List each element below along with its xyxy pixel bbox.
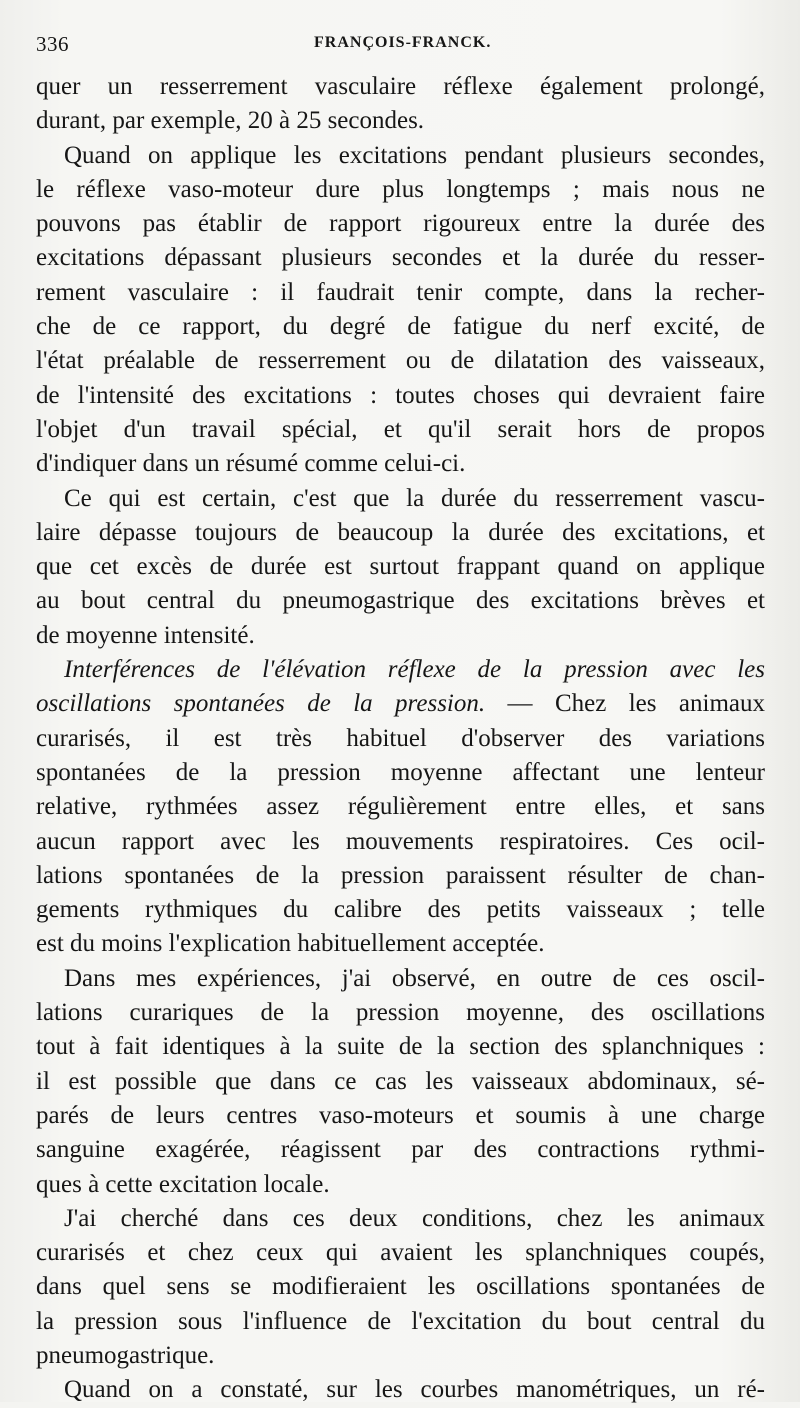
text-line: che de ce rapport, du degré de fatigue du nerf excité, de [36, 313, 765, 341]
text-line: d'indiquer dans un résumé comme celui-ci. [36, 450, 466, 478]
text-line: relative, rythmées assez régulièrement entre elles, et sans [36, 793, 765, 821]
text-line: excitations dépassant plusieurs secondes et la durée du resser- [36, 244, 765, 272]
page-number: 336 [36, 32, 69, 56]
text-line: est du moins l'explication habituellement acceptée. [36, 930, 545, 958]
text-line: durant, par exemple, 20 à 25 secondes. [36, 107, 425, 135]
text-line: gements rythmiques du calibre des petits vaisseaux ; telle [36, 896, 765, 924]
text-after-italic: — Chez les animaux [485, 690, 765, 718]
italic-heading-line [36, 653, 765, 687]
page-header [36, 28, 786, 60]
text-line: lations spontanées de la pression paraissent résulter de chan- [36, 861, 765, 889]
text-line: l'objet d'un travail spécial, et qu'il serait hors de propos [36, 415, 765, 443]
text-line: quer un resserrement vasculaire réflexe également prolongé, [36, 73, 765, 100]
text-line: au bout central du pneumogastrique des excitations brèves et [36, 587, 765, 615]
text-line: de moyenne intensité. [36, 621, 255, 649]
text-line: aucun rapport avec les mouvements respiratoires. Ces ocil- [36, 827, 765, 855]
text-line: pouvons pas établir de rapport rigoureux entre la durée des [36, 210, 765, 238]
body-text [36, 70, 765, 1408]
text-line: tout à fait identiques à la suite de la section des splanchniques : [36, 1033, 765, 1061]
text-line: rement vasculaire : il faudrait tenir compte, dans la recher- [36, 278, 765, 306]
text-line: J'ai cherché dans ces deux conditions, chez les animaux [64, 1204, 765, 1232]
text-line: laire dépasse toujours de beaucoup la durée des excitations, et [36, 518, 765, 546]
text-line [36, 687, 765, 721]
text-line: Quand on applique les excitations pendant plusieurs secondes, [64, 141, 765, 169]
running-head: FRANÇOIS-FRANCK. [314, 34, 492, 51]
text-line: il est possible que dans ce cas les vaisseaux abdominaux, sé- [36, 1067, 765, 1095]
text-line: dans quel sens se modifieraient les oscillations spontanées de [36, 1273, 765, 1301]
text-line: curarisés et chez ceux qui avaient les splanchniques coupés, [36, 1239, 765, 1267]
text-line: Ce qui est certain, c'est que la durée du resserrement vascu- [64, 484, 765, 512]
italic-heading-continued: oscillations spontanées de la pression. [36, 690, 486, 718]
text-line: parés de leurs centres vaso-moteurs et soumis à une charge [36, 1101, 765, 1129]
text-line: sanguine exagérée, réagissent par des contractions rythmi- [36, 1136, 765, 1164]
text-line: spontanées de la pression moyenne affectant une lenteur [36, 758, 765, 786]
text-line: curarisés, il est très habituel d'observer des variations [36, 724, 765, 752]
text-line: ques à cette excitation locale. [36, 1170, 330, 1198]
text-line: Quand on a constaté, sur les courbes manométriques, un ré- [64, 1376, 765, 1404]
text-line: l'état préalable de resserrement ou de dilatation des vaisseaux, [36, 347, 765, 375]
text-line: Dans mes expériences, j'ai observé, en outre de ces oscil- [64, 964, 765, 992]
text-line: que cet excès de durée est surtout frappant quand on applique [36, 553, 765, 581]
italic-heading: Interférences de l'élévation réflexe de la pression avec les [64, 656, 765, 684]
text-line: lations curariques de la pression moyenne, des oscillations [36, 999, 765, 1027]
text-line: le réflexe vaso-moteur dure plus longtemps ; mais nous ne [36, 175, 765, 203]
text-line: pneumogastrique. [36, 1341, 215, 1369]
text-line: de l'intensité des excitations : toutes choses qui devraient faire [36, 381, 765, 409]
text-line: la pression sous l'influence de l'excitation du bout central du [36, 1307, 765, 1335]
